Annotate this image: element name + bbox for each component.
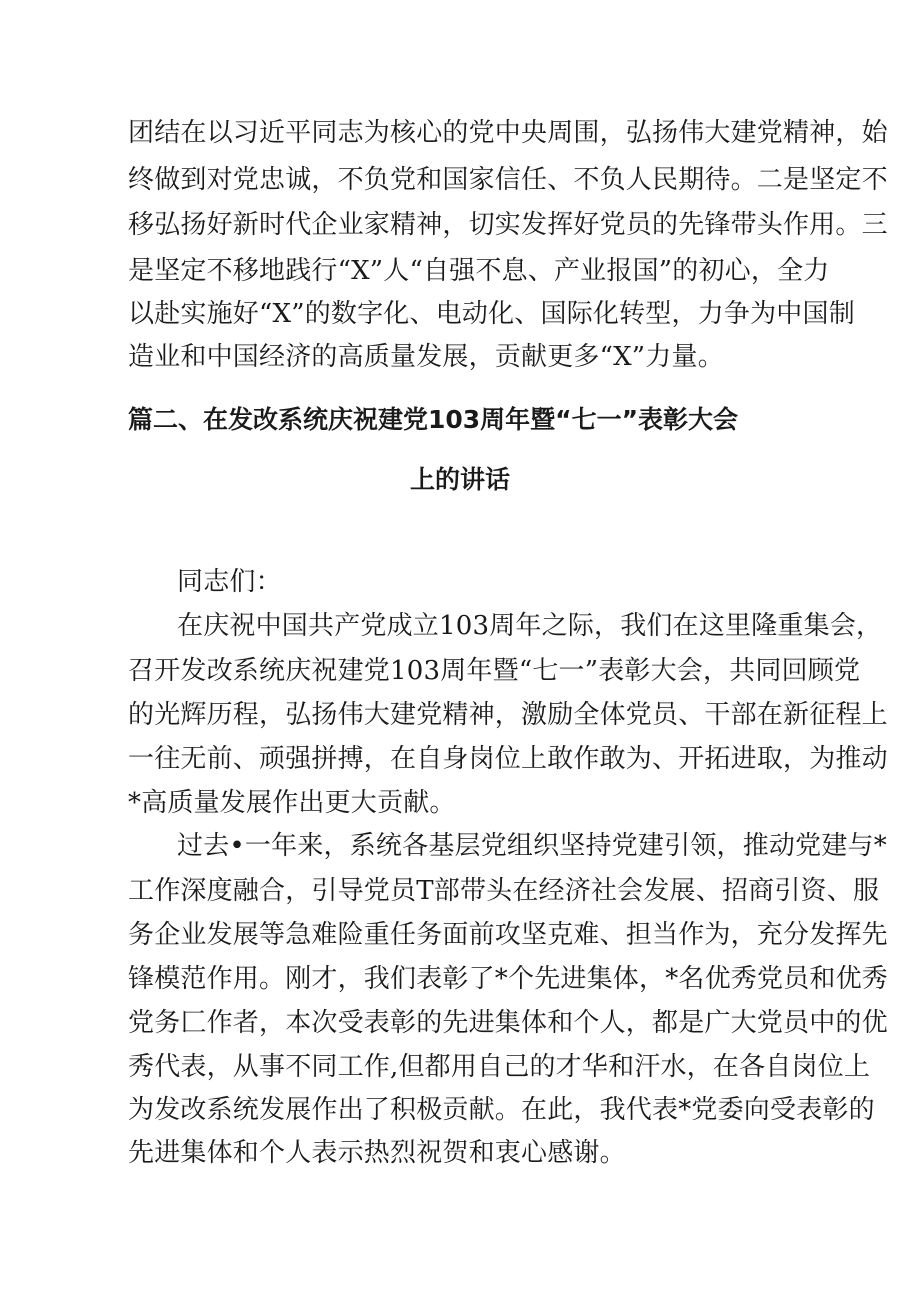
paragraph-line: *高质量发展作出更大贡献。: [128, 788, 456, 818]
paragraph-line: 是坚定不移地践行“X”人“自强不息、产业报国”的初心，全力: [128, 256, 830, 286]
paragraph-line: 以赴实施好“X”的数字化、电动化、国际化转型，力争为中国制: [128, 299, 855, 329]
paragraph-line: 的光辉历程，弘扬伟大建党精神，激励全体党员、干部在新征程上: [128, 700, 888, 730]
paragraph-line: 一往无前、顽强拼搏，在自身岗位上敢作敢为、开拓进取，为推动: [128, 744, 888, 774]
paragraph-line: 党务匚作者，本次受表彰的先进集体和个人，都是广大党员中的优: [128, 1008, 888, 1038]
paragraph-line: 移弘扬好新时代企业家精神，切实发挥好党员的先锋带头作用。三: [128, 210, 888, 240]
paragraph-line: 终做到对党忠诚，不负党和国家信任、不负人民期待。二是坚定不: [128, 165, 888, 195]
greeting: 同志们：: [177, 567, 282, 597]
paragraph-line: 造业和中国经济的高质量发展，贡献更多“X”力量。: [128, 342, 724, 372]
paragraph-line: 在庆祝中国共产党成立103周年之际，我们在这里隆重集会，: [177, 611, 883, 641]
paragraph-line: 过去•一年来，系统各基层党组织坚持党建引领，推动党建与*: [177, 831, 887, 861]
section-title-line-2: 上的讲话: [409, 465, 510, 494]
paragraph-line: 先进集体和个人表示热烈祝贺和衷心感谢。: [128, 1138, 626, 1168]
paragraph-line: 为发改系统发展作出了积极贡献。在此，我代表*党委向受表彰的: [128, 1095, 875, 1125]
paragraph-line: 务企业发展等急难险重任务面前攻坚克难、担当作为，充分发挥先: [128, 920, 888, 950]
paragraph-line: 秀代表，从事不同工作,但都用自己的才华和汗水，在各自岗位上: [128, 1052, 871, 1082]
paragraph-line: 工作深度融合，引导党员T部带头在经济社会发展、招商引资、服: [128, 876, 880, 906]
paragraph-line: 团结在以习近平同志为核心的党中央周围，弘扬伟大建党精神，始: [128, 118, 888, 148]
paragraph-line: 锋模范作用。刚才，我们表彰了*个先进集体，*名优秀党员和优秀: [128, 964, 889, 994]
section-title-line-1: 篇二、在发改系统庆祝建党103周年暨“七一”表彰大会: [128, 405, 739, 434]
paragraph-line: 召开发改系统庆祝建党103周年暨“七一”表彰大会，共同回顾党: [128, 656, 861, 686]
